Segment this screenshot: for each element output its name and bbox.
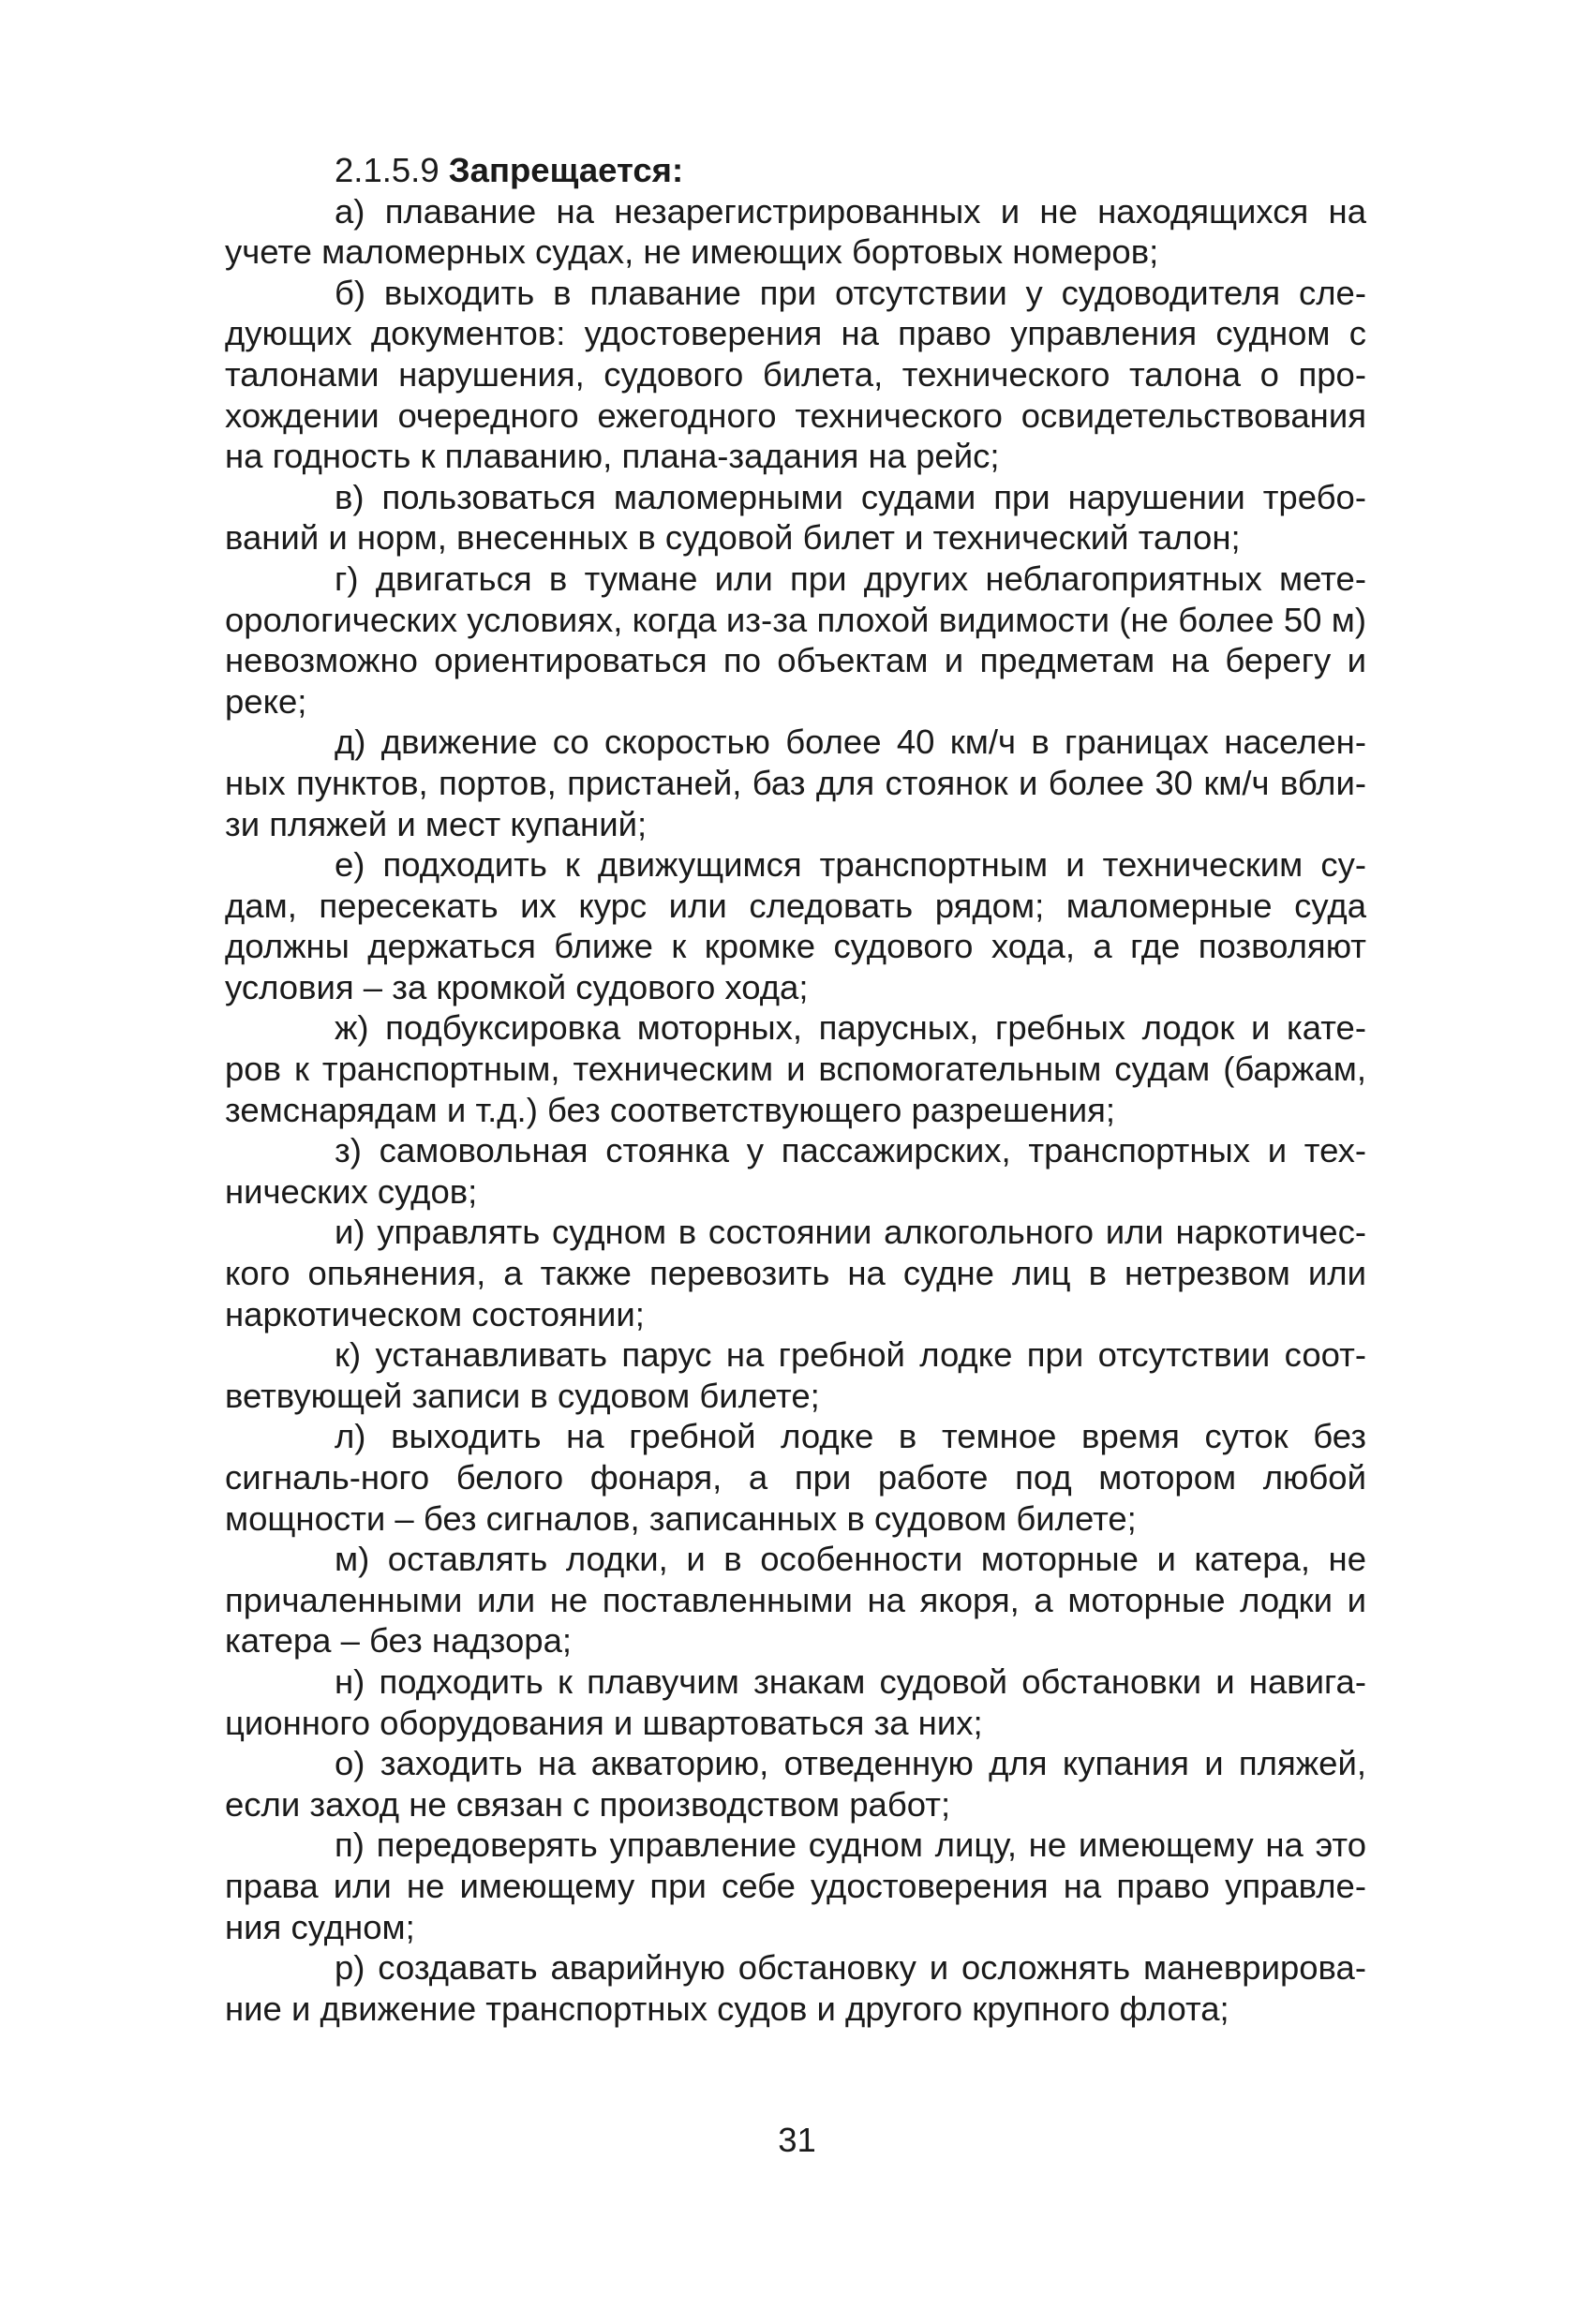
list-item: е) подходить к движущимся транспортным и техническим су-дам, пересекать их курс или следовать рядом; маломерные суда должны держаться ближе к кромке судового хода, а где позволяют условия – за кромкой судового хода;: [225, 845, 1366, 1006]
list-item: г) двигаться в тумане или при других неблагоприятных мете-орологических условиях, когда из-за плохой видимости (не более 50 м) невозможно ориентироваться по объектам и предметам на берегу и реке;: [225, 559, 1366, 721]
list-item: о) заходить на акваторию, отведенную для купания и пляжей, если заход не связан с производством работ;: [225, 1744, 1366, 1824]
section-heading: [225, 150, 1366, 191]
list-item: р) создавать аварийную обстановку и осложнять маневрирова-ние и движение транспортных судов и другого крупного флота;: [225, 1948, 1366, 2028]
list-item: б) выходить в плавание при отсутствии у судоводителя сле-дующих документов: удостоверения на право управления судном с талонами нарушения, судового билета, технического талона о про-хождении очередного ежегодного технического освидетельствования на годность к плаванию, плана-задания на рейс;: [225, 273, 1366, 476]
page-number: 31: [778, 2121, 816, 2159]
list-item: ж) подбуксировка моторных, парусных, гребных лодок и кате-ров к транспортным, техническим и вспомогательным судам (баржам, земснарядам и т.д.) без соответствующего разрешения;: [225, 1008, 1366, 1129]
list-item: н) подходить к плавучим знакам судовой обстановки и навига-ционного оборудования и швартоваться за них;: [225, 1661, 1366, 1742]
list-item: д) движение со скоростью более 40 км/ч в границах населен-ных пунктов, портов, пристаней, баз для стоянок и более 30 км/ч вбли-зи пляжей и мест купаний;: [225, 723, 1366, 843]
list-item: п) передоверять управление судном лицу, не имеющему на это права или не имеющему при себе удостоверения на право управле-ния судном;: [225, 1825, 1366, 1946]
list-item: в) пользоваться маломерными судами при нарушении требо-ваний и норм, внесенных в судовой билет и технический талон;: [225, 477, 1366, 558]
list-item: и) управлять судном в состоянии алкогольного или наркотичес-кого опьянения, а также перевозить на судне лиц в нетрезвом или наркотическом состоянии;: [225, 1213, 1366, 1333]
list-item: к) устанавливать парус на гребной лодке при отсутствии соот-ветвующей записи в судовом билете;: [225, 1335, 1366, 1415]
list-item: м) оставлять лодки, и в особенности моторные и катера, не причаленными или не поставленными на якоря, а моторные лодки и катера – без надзора;: [225, 1540, 1366, 1661]
list-item: л) выходить на гребной лодке в темное время суток без сигналь-ного белого фонаря, а при работе под мотором любой мощности – без сигналов, записанных в судовом билете;: [225, 1417, 1366, 1538]
list-item: з) самовольная стоянка у пассажирских, транспортных и тех-нических судов;: [225, 1131, 1366, 1211]
section-title: Запрещается:: [448, 151, 684, 189]
document-body: [225, 150, 1366, 2029]
list-item: а) плавание на незарегистрированных и не находящихся на учете маломерных судах, не имеющих бортовых номеров;: [225, 191, 1366, 272]
section-number: 2.1.5.9: [335, 151, 439, 189]
